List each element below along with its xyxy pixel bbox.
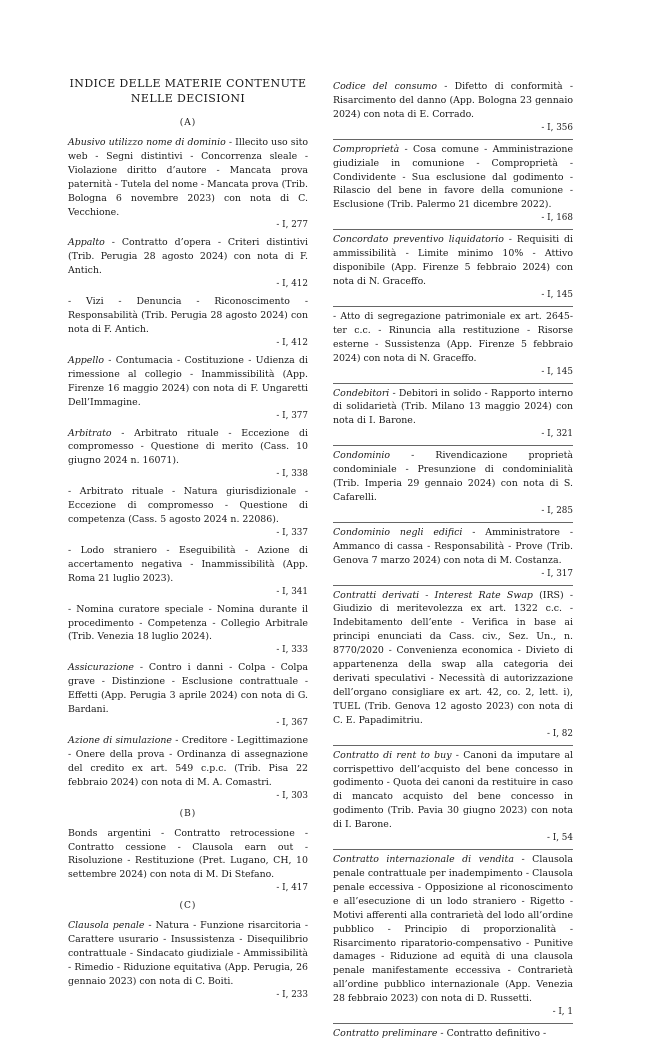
entry-page-reference: - I, 356 <box>541 122 573 133</box>
section-heading-b: (B) <box>179 808 197 819</box>
index-entry <box>333 445 573 518</box>
entry-subject: Clausola penale <box>68 920 145 932</box>
entry-subject: Abusivo utilizzo nome di dominio <box>68 137 226 148</box>
index-entry <box>68 427 308 482</box>
entry-page-reference: - I, 417 <box>276 883 308 894</box>
entry-subject: Appalto <box>68 237 105 249</box>
index-entry <box>333 306 573 379</box>
entry-text: - Lodo straniero - Eseguibilità - Azione di accertamento negativa - Inammissibilità (App. Roma 21 luglio 2023). <box>68 544 308 584</box>
entry-page-reference: - I, 367 <box>276 718 308 728</box>
entry-subject: Concordato preventivo liquidatorio <box>333 234 504 246</box>
entries-left-c <box>68 919 308 1002</box>
entry-page-reference: - I, 285 <box>541 505 573 516</box>
index-entry <box>68 236 308 291</box>
entry-subject: Contratti derivati - Interest Rate Swap <box>333 589 533 601</box>
section-heading-c: (C) <box>179 901 197 912</box>
entry-text: - Contratto definitivo - <box>437 1028 547 1040</box>
entry-text: - Contratto d’opera - Criteri distintivi (Trib. Perugia 28 agosto 2024) con nota di F. Antich. <box>68 237 308 277</box>
entry-text: - Natura - Funzione risarcitoria - Carattere usurario - Insussistenza - Disequilibrio contrattuale - Sindacato giudiziale - Ammissibilità - Rimedio - Riduzione equitativa (App. Perugia, 26 gennaio 2023) con nota di C. Boiti. <box>68 920 308 987</box>
entry-text: - Cosa comune - Amministrazione giudiziale in comunione - Comproprietà - Condividente - Sua esclusione dal godimento - Rilascio del bene in favore della comunione - Esclusione (Trib. Palermo 21 dicembre 2022). <box>333 143 573 211</box>
entry-subject: Condominio <box>333 450 391 462</box>
section-heading-a: (A) <box>179 118 197 128</box>
index-entry <box>68 661 308 730</box>
index-title: INDICE DELLE MATERIE CONTENUTE NELLE DECISIONI <box>69 77 307 105</box>
entry-text: - Arbitrato rituale - Natura giurisdizionale - Eccezione di compromesso - Questione di competenza (Cass. 5 agosto 2024 n. 22086). <box>68 486 308 526</box>
entry-page-reference: - I, 54 <box>546 833 573 844</box>
entry-text: - Contro i danni - Colpa - Colpa grave - Distinzione - Esclusione contrattuale - Effetti (App. Perugia 3 aprile 2024) con nota di G. Bardani. <box>68 662 308 716</box>
entry-text: - Vizi - Denuncia - Riconoscimento - Responsabilità (Trib. Perugia 28 agosto 2024) con nota di F. Antich. <box>68 296 308 335</box>
entry-page-reference: - I, 341 <box>276 586 308 597</box>
entry-page-reference: - I, 303 <box>276 790 308 801</box>
entry-text: - Creditore - Legittimazione - Onere della prova - Ordinanza di assegnazione del credito ex art. 549 c.p.c. (Trib. Pisa 22 febbraio 2024) con nota di M. A. Comastri. <box>68 735 309 788</box>
index-entry <box>68 734 308 803</box>
entry-page-reference: - I, 233 <box>276 989 308 1000</box>
entry-page-reference: - I, 333 <box>276 645 308 656</box>
entry-page-reference: - I, 412 <box>276 279 308 290</box>
entry-subject: Appello <box>68 354 104 366</box>
entry-subject: Condominio negli edifici <box>333 526 463 538</box>
index-entry <box>68 603 308 658</box>
entry-page-reference: - I, 168 <box>541 213 573 224</box>
entry-text: - Illecito uso sito web - Segni distintivi - Concorrenza sleale - Violazione diritto d’autore - Mancata prova paternità - Tutela del nome - Mancata prova (Trib. Bologna 6 novembre 2023) con nota di C. Vecchione. <box>68 137 308 218</box>
index-entry <box>68 919 308 1002</box>
entry-subject: Arbitrato <box>68 427 112 439</box>
entry-page-reference: - I, 317 <box>541 568 573 579</box>
index-entry <box>68 136 308 232</box>
entry-text: Bonds argentini - Contratto retrocessione - Contratto cessione - Clausola earn out - Risoluzione - Restituzione (Pret. Lugano, CH, 10 settembre 2024) con nota di M. Di Stefano. <box>68 827 308 881</box>
entry-text: - Nomina curatore speciale - Nomina durante il procedimento - Competenza - Collegio Arbitrale (Trib. Venezia 18 luglio 2024). <box>68 603 308 643</box>
entry-page-reference: - I, 277 <box>276 220 308 231</box>
left-column <box>68 76 308 1006</box>
entry-page-reference: - I, 337 <box>276 527 308 538</box>
entry-page-reference: - I, 82 <box>546 728 573 739</box>
entry-text: - Canoni da imputare al corrispettivo dell’acquisto del bene concesso in godimento - Quota dei canoni da restituire in caso di mancato acquisto del bene concesso in godimento (Trib. Pavia 30 giugno 2023) con nota di I. Barone. <box>333 749 574 831</box>
entry-text: - Debitori in solido - Rapporto interno di solidarietà (Trib. Milano 13 maggio 2024) con nota di I. Barone. <box>333 387 573 427</box>
entry-text: - Arbitrato rituale - Eccezione di compromesso - Questione di merito (Cass. 10 giugno 2024 n. 16071). <box>68 427 308 467</box>
index-entry <box>333 229 573 302</box>
entries-left-a <box>68 136 308 803</box>
entry-text: - Amministratore - Ammanco di cassa - Responsabilità - Prove (Trib. Genova 7 marzo 2024) con nota di M. Costanza. <box>333 526 573 566</box>
index-entry <box>333 80 573 135</box>
entry-subject: Condebitori <box>333 387 390 399</box>
entry-text: - Contumacia - Costituzione - Udienza di rimessione al collegio - Inammissibilità (App. Firenze 16 maggio 2024) con nota di F. Ungaretti Dell’Immagine. <box>68 354 308 408</box>
entries-left-b <box>68 827 308 896</box>
entry-text: - Rivendicazione proprietà condominiale - Presunzione di condominialità (Trib. Imperia 29 gennaio 2024) con nota di S. Cafarelli. <box>333 450 573 503</box>
entry-subject: Codice del consumo <box>333 81 437 92</box>
entry-text: (IRS) - Giudizio di meritevolezza ex art. 1322 c.c. - Indebitamento dell’ente - Verifica in base ai principi enunciati da Cass. civ., Sez. Un., n. 8770/2020 - Convenienza economica - Divieto di appartenenza della swap alla categoria dei derivati speculativi - Necessità di autorizzazione dell’organo consigliare ex art. 42, co. 2, lett. i), TUEL (Trib. Genova 12 agosto 2023) con nota di C. E. Papadimitriu. <box>333 589 573 726</box>
entry-subject: Azione di simulazione <box>68 735 172 746</box>
entry-page-reference: - I, 377 <box>276 410 308 421</box>
entry-text: - Difetto di conformità - Risarcimento del danno (App. Bologna 23 gennaio 2024) con nota di E. Corrado. <box>333 81 573 120</box>
index-entry <box>68 354 308 423</box>
index-entry <box>333 849 573 1019</box>
right-column <box>333 80 573 1045</box>
entry-text: - Requisiti di ammissibilità - Limite minimo 10% - Attivo disponibile (App. Firenze 5 febbraio 2024) con nota di N. Graceffo. <box>333 234 573 287</box>
entry-text: - Clausola penale contrattuale per inadempimento - Clausola penale eccessiva - Opposizione al riconoscimento e all’esecuzione di un lodo straniero - Rigetto - Motivi afferenti alla contrarietà del lodo all’ordine pubblico - Principio di proporzionalità - Risarcimento riparatorio-compensativo - Punitive damages - Riduzione ad equità di una clausola penale manifestamente eccessiva - Contrarietà all’ordine pubblico internazionale (App. Venezia 28 febbraio 2023) con nota di D. Russetti. <box>333 854 573 1005</box>
entry-page-reference: - I, 321 <box>541 429 573 440</box>
index-entry <box>333 585 573 741</box>
entry-page-reference: - I, 145 <box>541 366 573 377</box>
entry-subject: Comproprietà <box>333 143 400 155</box>
entries-right <box>333 80 573 1041</box>
entry-subject: Contratto preliminare <box>333 1028 438 1040</box>
index-entry <box>333 139 573 226</box>
entry-subject: Contratto di rent to buy <box>333 749 452 761</box>
index-entry <box>68 827 308 896</box>
entry-page-reference: - I, 338 <box>276 469 308 480</box>
entry-page-reference: - I, 412 <box>276 337 308 348</box>
index-entry <box>333 522 573 581</box>
entry-page-reference: - I, 145 <box>541 289 573 300</box>
index-entry <box>333 1023 573 1041</box>
index-entry <box>68 485 308 540</box>
index-entry <box>333 383 573 442</box>
entry-text: - Atto di segregazione patrimoniale ex art. 2645-ter c.c. - Rinuncia alla restituzione - Risorse esterne - Sussistenza (App. Firenze 5 febbraio 2024) con nota di N. Graceffo. <box>333 310 573 364</box>
index-entry <box>333 745 573 845</box>
entry-subject: Contratto internazionale di vendita <box>333 854 514 866</box>
index-entry <box>68 544 308 599</box>
entry-subject: Assicurazione <box>68 662 134 674</box>
index-entry <box>68 295 308 350</box>
entry-page-reference: - I, 1 <box>552 1007 573 1018</box>
